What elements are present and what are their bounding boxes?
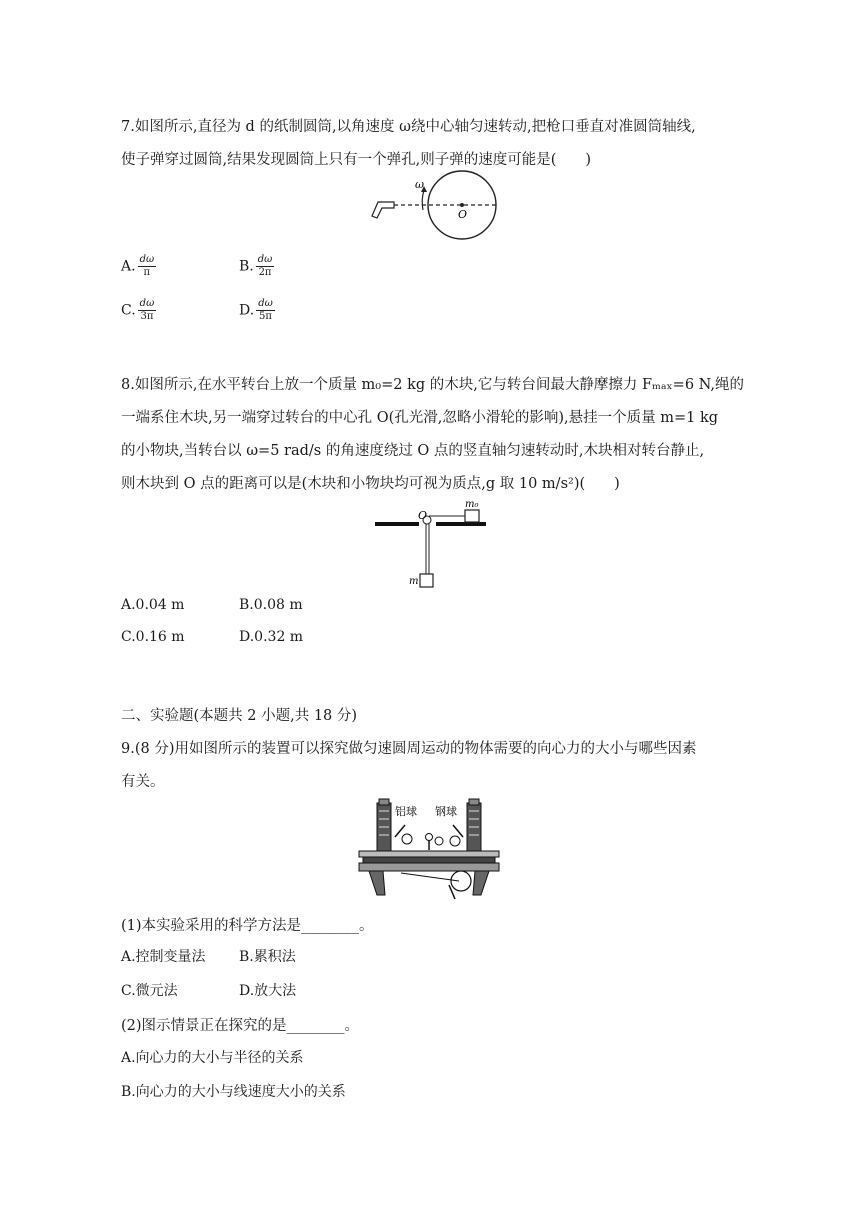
q7-option-d[interactable] bbox=[239, 298, 275, 323]
q9-1-option-a[interactable]: A.控制变量法 bbox=[121, 949, 206, 965]
q9-figure-apparatus bbox=[355, 795, 503, 903]
center-dot bbox=[460, 203, 464, 207]
option-letter: D. bbox=[239, 302, 255, 319]
q8-stem-line-3: 的小物块,当转台以 ω=5 rad/s 的角速度绕过 O 点的竖直轴匀速转动时,木块相对转台静止, bbox=[121, 443, 705, 459]
q9-sub-question-1: (1)本实验采用的科学方法是________。 bbox=[121, 918, 374, 934]
q7-figure-cylinder bbox=[360, 170, 520, 242]
block-m0 bbox=[465, 510, 479, 522]
rotation-arrow bbox=[422, 190, 424, 210]
m0-label: m₀ bbox=[465, 499, 479, 510]
aluminum-ball bbox=[402, 834, 412, 844]
q8-option-d[interactable]: D.0.32 m bbox=[239, 629, 304, 645]
q9-2-option-b[interactable]: B.向心力的大小与线速度大小的关系 bbox=[121, 1084, 346, 1100]
gun-icon bbox=[372, 202, 394, 218]
q8-figure-turntable bbox=[370, 497, 490, 591]
aluminum-ball-label: 铝球 bbox=[395, 805, 417, 818]
q7-stem-line-2: 使子弹穿过圆筒,结果发现圆筒上只有一个弹孔,则子弹的速度可能是( ) bbox=[121, 152, 592, 168]
right-leg bbox=[473, 871, 489, 895]
fraction: $\frac{d\omega}{3\pi}$ bbox=[139, 298, 155, 322]
m-label: m bbox=[409, 576, 419, 587]
option-letter: C. bbox=[121, 302, 136, 319]
q8-option-c[interactable]: C.0.16 m bbox=[121, 629, 185, 645]
q7-option-c[interactable] bbox=[121, 298, 156, 323]
fraction: $\frac{d\omega}{2\pi}$ bbox=[257, 254, 273, 278]
crank-wheel bbox=[451, 871, 471, 891]
block-m bbox=[420, 574, 433, 587]
steel-ball-label: 钢球 bbox=[435, 805, 457, 818]
belt-layer bbox=[363, 857, 495, 863]
steel-ball bbox=[450, 836, 460, 846]
q8-stem-line-1: 8.如图所示,在水平转台上放一个质量 m₀=2 kg 的木块,它与转台间最大静摩擦力 Fₘₐₓ=6 N,绳的 bbox=[121, 377, 745, 393]
q9-2-option-a[interactable]: A.向心力的大小与半径的关系 bbox=[121, 1050, 304, 1066]
bottom-plate bbox=[359, 863, 499, 871]
q8-stem-line-4: 则木块到 O 点的距离可以是(木块和小物块均可视为质点,g 取 10 m/s²)( ) bbox=[121, 476, 620, 492]
q8-option-a[interactable]: A.0.04 m bbox=[121, 597, 185, 613]
q7-option-b[interactable] bbox=[239, 254, 274, 279]
top-plate bbox=[359, 851, 499, 857]
omega-label: ω bbox=[415, 178, 424, 191]
o-label: O bbox=[418, 509, 428, 522]
q9-sub-question-2: (2)图示情景正在探究的是________。 bbox=[121, 1018, 360, 1034]
fraction: $\frac{d\omega}{\pi}$ bbox=[139, 254, 155, 278]
left-leg bbox=[369, 871, 385, 895]
q9-1-option-b[interactable]: B.累积法 bbox=[239, 949, 296, 965]
q9-stem-line-1: 9.(8 分)用如图所示的装置可以探究做匀速圆周运动的物体需要的向心力的大小与哪些因素 bbox=[121, 741, 697, 757]
section-2-heading: 二、实验题(本题共 2 小题,共 18 分) bbox=[121, 708, 358, 724]
turntable-left bbox=[375, 522, 419, 526]
q7-stem-line-1: 7.如图所示,直径为 d 的纸制圆筒,以角速度 ω绕中心轴匀速转动,把枪口垂直对准圆筒轴线, bbox=[121, 119, 696, 135]
q7-option-a[interactable] bbox=[121, 254, 156, 279]
q9-stem-line-2: 有关。 bbox=[121, 774, 165, 790]
q8-stem-line-2: 一端系住木块,另一端穿过转台的中心孔 O(孔光滑,忽略小滑轮的影响),悬挂一个质量 m=1 kg bbox=[121, 410, 719, 426]
fraction: $\frac{d\omega}{5\pi}$ bbox=[258, 298, 273, 322]
q9-1-option-d[interactable]: D.放大法 bbox=[239, 983, 297, 999]
option-letter: B. bbox=[239, 258, 254, 275]
q9-1-option-c[interactable]: C.微元法 bbox=[121, 983, 178, 999]
q8-option-b[interactable]: B.0.08 m bbox=[239, 597, 303, 613]
center-o-label: O bbox=[458, 208, 468, 221]
option-letter: A. bbox=[121, 258, 136, 275]
